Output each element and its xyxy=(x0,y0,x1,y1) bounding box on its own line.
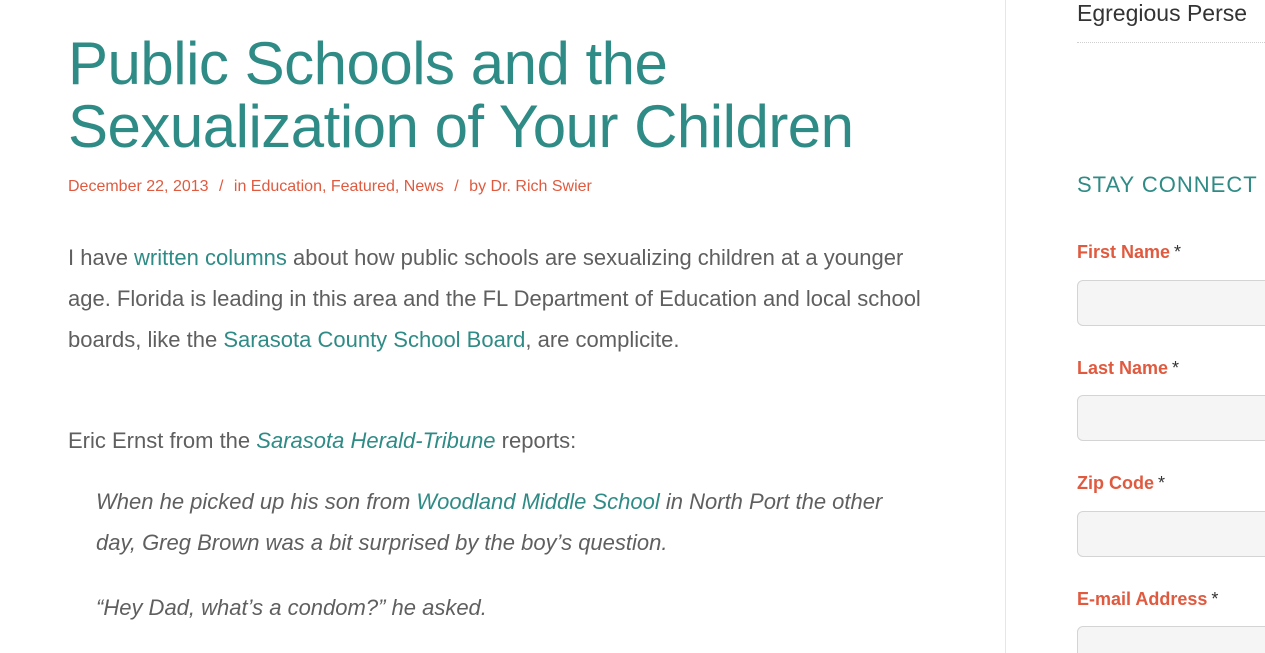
dotted-divider xyxy=(1077,42,1265,43)
woodland-middle-school-link[interactable]: Woodland Middle School xyxy=(416,489,660,514)
required-marker: * xyxy=(1211,589,1219,609)
text: , are complicite. xyxy=(525,327,680,352)
first-name-field[interactable] xyxy=(1077,280,1265,326)
category-link-featured[interactable]: Featured xyxy=(330,178,395,195)
text: Eric Ernst from the xyxy=(68,428,257,453)
paragraph xyxy=(68,420,938,461)
last-name-label xyxy=(1077,358,1179,379)
label-text: Last Name xyxy=(1077,358,1169,378)
first-name-label xyxy=(1077,242,1181,263)
required-marker: * xyxy=(1174,242,1182,262)
label-text: First Name xyxy=(1077,242,1171,262)
sarasota-school-board-link[interactable]: Sarasota County School Board xyxy=(223,327,526,352)
label-text: E-mail Address xyxy=(1077,589,1208,609)
required-marker: * xyxy=(1172,358,1180,378)
email-label xyxy=(1077,589,1218,610)
blockquote: “Hey Dad, what’s a condom?” he asked. xyxy=(96,595,487,620)
by-prefix: by xyxy=(469,178,487,195)
text: in North Port the other day, Greg Brown was a bit surprised by the boy’s question. xyxy=(96,489,883,555)
post-date-link[interactable]: December 22, 2013 xyxy=(68,178,209,195)
blockquote xyxy=(96,481,916,563)
sidebar-divider xyxy=(1005,0,1006,653)
text: I have xyxy=(68,245,135,270)
meta-separator: / xyxy=(454,178,459,195)
paragraph xyxy=(68,237,938,360)
zip-code-label xyxy=(1077,473,1165,494)
category-link-education[interactable]: Education xyxy=(250,178,322,195)
article-title: Public Schools and the Sexualization of Your Children xyxy=(68,30,854,160)
article-meta: December 22, 2013 / in Education, Featured, News / by Dr. Rich Swier xyxy=(68,178,592,195)
author-link[interactable]: Dr. Rich Swier xyxy=(490,178,592,195)
widget-title: Egregious Perse xyxy=(1077,0,1248,26)
stay-connected-heading: STAY CONNECT xyxy=(1077,172,1258,197)
email-field[interactable] xyxy=(1077,626,1265,653)
written-columns-link[interactable]: written columns xyxy=(134,245,287,270)
meta-separator: / xyxy=(218,178,224,195)
zip-code-field[interactable] xyxy=(1077,511,1265,557)
text: When he picked up his son from xyxy=(96,489,417,514)
last-name-field[interactable] xyxy=(1077,395,1265,441)
label-text: Zip Code xyxy=(1077,473,1154,493)
required-marker: * xyxy=(1158,473,1166,493)
in-prefix: in xyxy=(233,178,247,195)
text: about how public schools are sexualizing children at a younger age. Florida is leading in this area and the FL Department of Education and local school boards, like the xyxy=(68,245,921,352)
herald-tribune-link[interactable]: Sarasota Herald-Tribune xyxy=(256,428,496,453)
text: reports: xyxy=(495,428,577,453)
category-link-news[interactable]: News xyxy=(403,178,444,195)
sidebar xyxy=(1077,0,1265,653)
